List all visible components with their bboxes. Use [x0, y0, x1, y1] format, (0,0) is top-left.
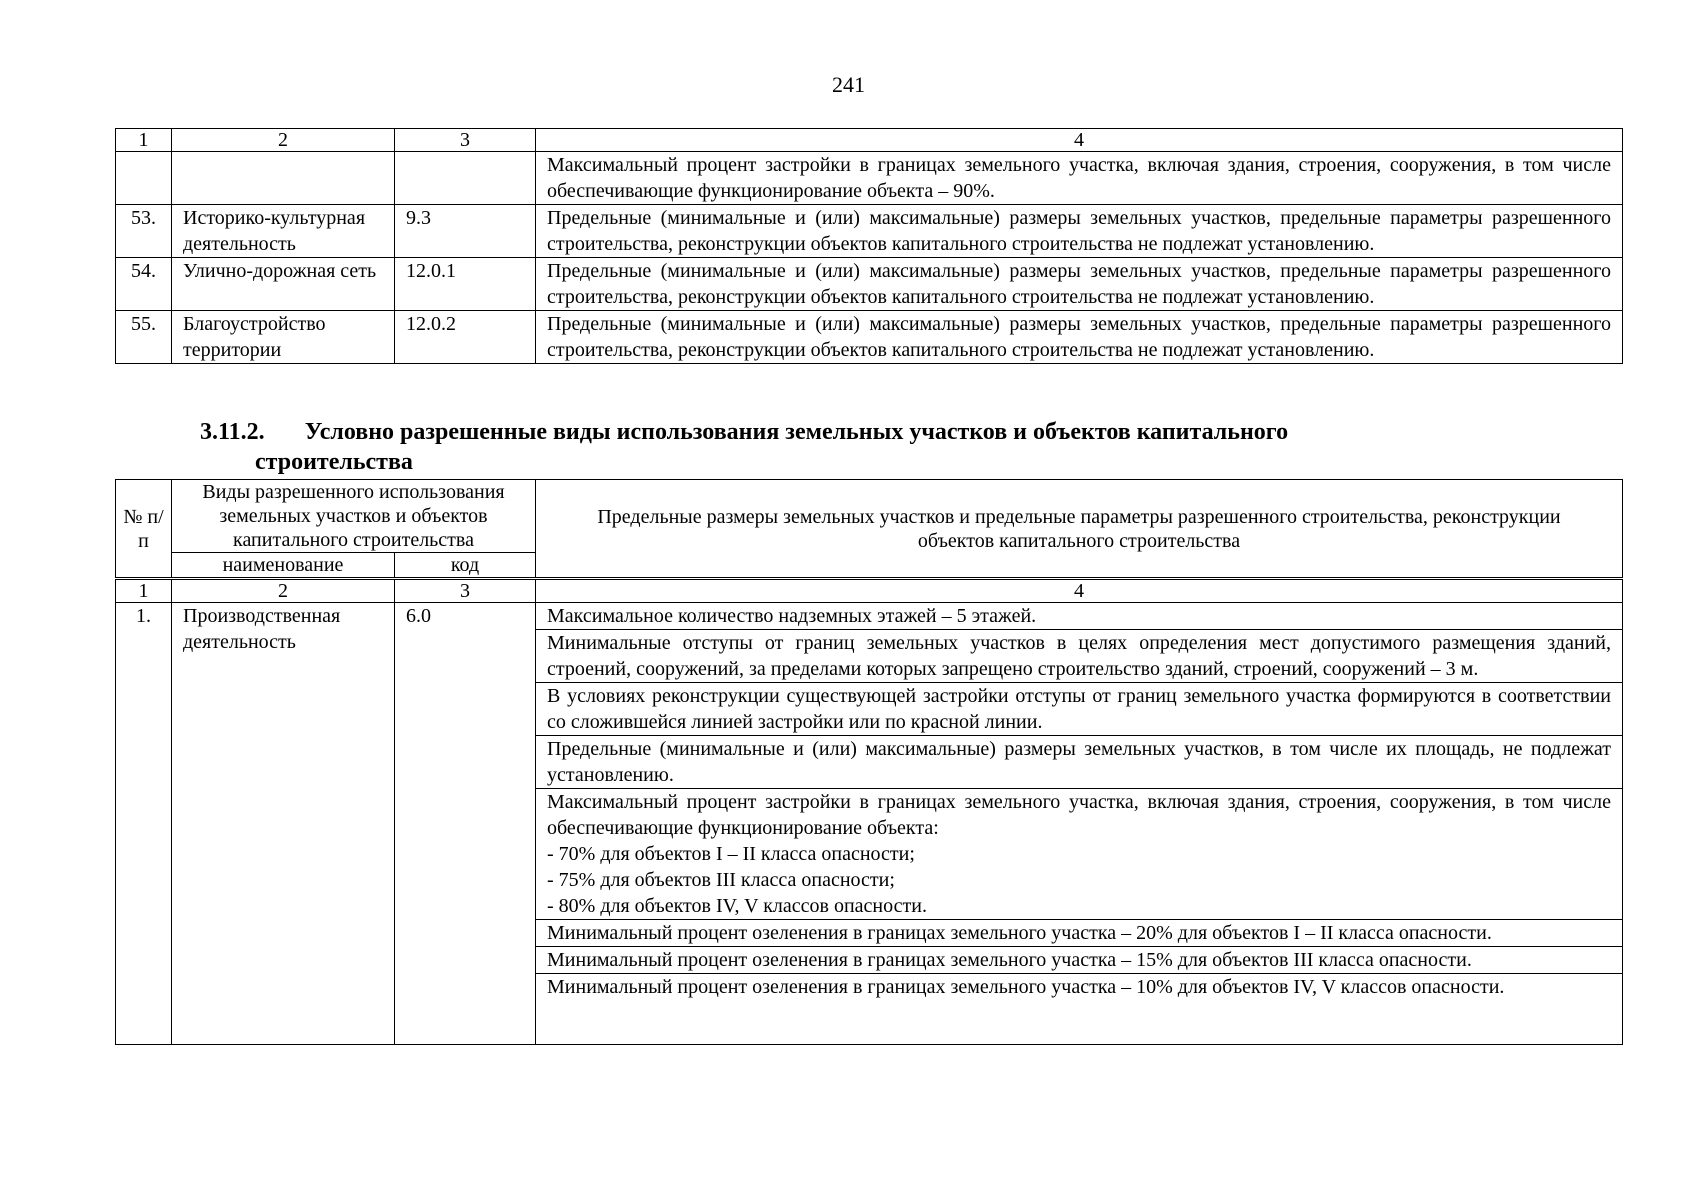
param-reconstruction-setbacks: В условиях реконструкции существующей застройки отступы от границ земельного участка формируются в соответствии со сложившейся линией застройки или по красной линии. [536, 683, 1623, 736]
column-index-4: 4 [536, 579, 1623, 603]
column-index-row [116, 129, 1623, 152]
use-params: Предельные (минимальные и (или) максимальные) размеры земельных участков, предельные параметры разрешенного строительства, реконструкции объектов капитального строительства не подлежат установлению. [536, 205, 1623, 258]
use-params: Максимальный процент застройки в границах земельного участка, включая здания, строения, сооружения, в том числе обеспечивающие функционирование объекта – 90%. [536, 152, 1623, 205]
column-index-row [116, 579, 1623, 603]
use-name: Улично-дорожная сеть [172, 258, 395, 311]
row-number [116, 152, 172, 205]
use-name [172, 152, 395, 205]
permitted-uses-table-continuation [115, 128, 1623, 364]
page-number: 241 [832, 72, 865, 97]
param-plot-size: Предельные (минимальные и (или) максимальные) размеры земельных участков, в том числе их площадь, не подлежат установлению. [536, 736, 1623, 789]
use-code [395, 152, 536, 205]
use-code: 12.0.2 [395, 311, 536, 364]
header-params: Предельные размеры земельных участков и предельные параметры разрешенного строительства, реконструкции объектов капитального строительства [536, 480, 1623, 579]
row-number: 55. [116, 311, 172, 364]
param-max-floors: Максимальное количество надземных этажей – 5 этажей. [536, 603, 1623, 630]
use-name: Благоустройство территории [172, 311, 395, 364]
use-params: Предельные (минимальные и (или) максимальные) размеры земельных участков, предельные параметры разрешенного строительства, реконструкции объектов капитального строительства не подлежат установлению. [536, 258, 1623, 311]
column-index-1: 1 [116, 129, 172, 152]
section-number: 3.11.2. [200, 419, 265, 445]
use-code: 6.0 [395, 603, 536, 1045]
row-number: 1. [116, 603, 172, 1045]
table-row [116, 603, 1623, 630]
column-index-3: 3 [395, 579, 536, 603]
column-index-2: 2 [172, 579, 395, 603]
table-row [116, 152, 1623, 205]
column-index-3: 3 [395, 129, 536, 152]
table-row [116, 311, 1623, 364]
header-num: № п/п [116, 480, 172, 579]
column-index-2: 2 [172, 129, 395, 152]
param-greening-class-1-2: Минимальный процент озеленения в границах земельного участка – 20% для объектов I – II класса опасности. [536, 920, 1623, 947]
section-heading [115, 417, 1622, 477]
use-code: 9.3 [395, 205, 536, 258]
table-row [116, 205, 1623, 258]
section-title-line-1: Условно разрешенные виды использования земельных участков и объектов капитального [304, 419, 1289, 445]
row-number: 54. [116, 258, 172, 311]
use-name: Историко-культурная деятельность [172, 205, 395, 258]
header-row [116, 480, 1623, 553]
coverage-class-1-2: - 70% для объектов I – II класса опасности; [547, 843, 915, 865]
param-greening-class-3: Минимальный процент озеленения в границах земельного участка – 15% для объектов III класса опасности. [536, 947, 1623, 974]
header-name: наименование [172, 553, 395, 579]
coverage-class-4-5: - 80% для объектов IV, V классов опасности. [547, 895, 927, 917]
section-title-line-2: строительства [255, 449, 413, 475]
conditional-uses-table [115, 479, 1623, 1045]
param-max-coverage [536, 789, 1623, 920]
use-code: 12.0.1 [395, 258, 536, 311]
coverage-intro: Максимальный процент застройки в границах земельного участка, включая здания, строения, сооружения, в том числе обеспечивающие функционирование объекта: [547, 791, 1611, 839]
header-code: код [395, 553, 536, 579]
param-min-setbacks: Минимальные отступы от границ земельных участков в целях определения мест допустимого размещения зданий, строений, сооружений, за пределами которых запрещено строительство зданий, строений, сооружений – 3 м. [536, 630, 1623, 683]
use-name: Производственная деятельность [172, 603, 395, 1045]
use-params: Предельные (минимальные и (или) максимальные) размеры земельных участков, предельные параметры разрешенного строительства, реконструкции объектов капитального строительства не подлежат установлению. [536, 311, 1623, 364]
coverage-class-3: - 75% для объектов III класса опасности; [547, 869, 895, 891]
param-greening-class-4-5: Минимальный процент озеленения в границах земельного участка – 10% для объектов IV, V классов опасности. [536, 974, 1623, 1045]
row-number: 53. [116, 205, 172, 258]
column-index-1: 1 [116, 579, 172, 603]
column-index-4: 4 [536, 129, 1623, 152]
table-row [116, 258, 1623, 311]
header-types: Виды разрешенного использования земельных участков и объектов капитального строительства [172, 480, 536, 553]
